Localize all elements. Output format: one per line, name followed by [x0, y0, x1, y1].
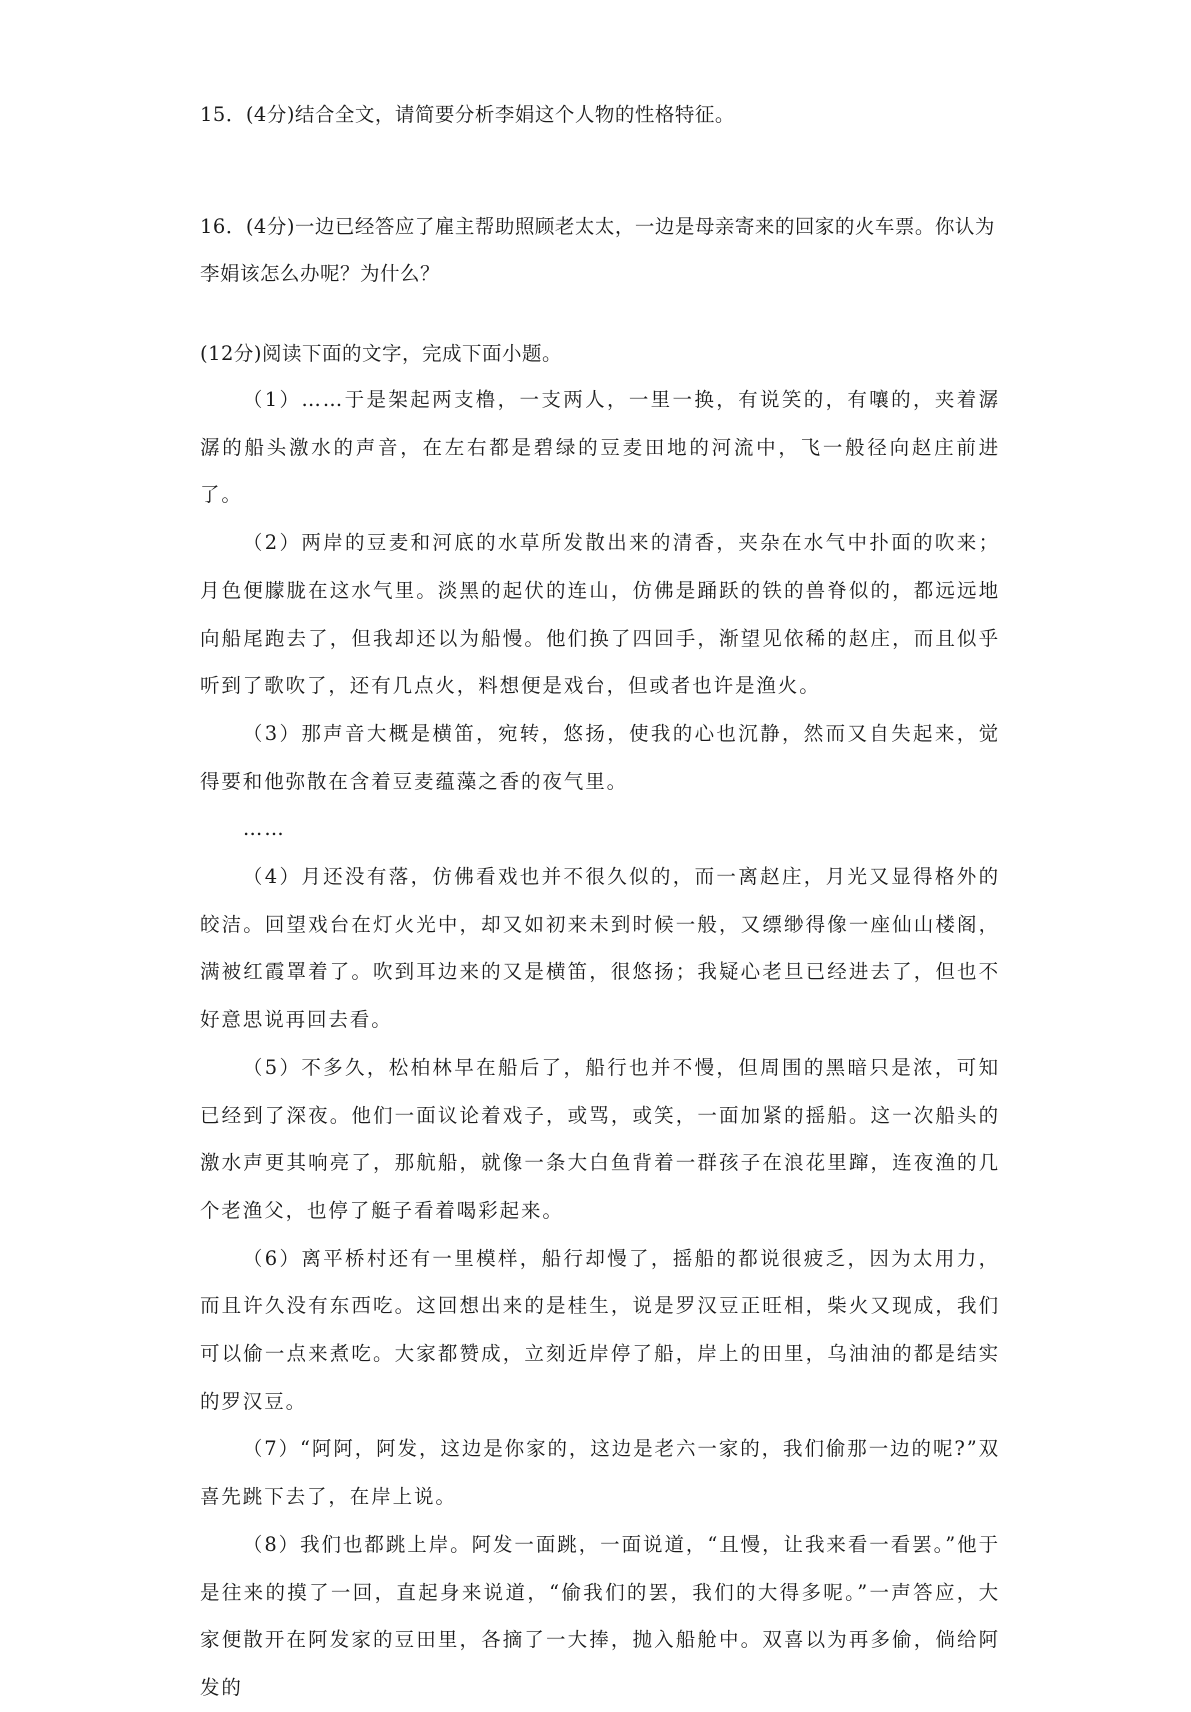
reading-section-intro: (12分)阅读下面的文字，完成下面小题。: [200, 342, 563, 365]
passage-ellipsis: ……: [242, 817, 286, 841]
passage-paragraph-5: （5）不多久，松柏林早在船后了，船行也并不慢，但周围的黑暗只是浓，可知已经到了深夜。他们一面议论着戏子，或骂，或笑，一面加紧的摇船。这一次船头的激水声更其响亮了，那航船，就像一条大白鱼背着一群孩子在浪花里蹿，连夜渔的几个老渔父，也停了艇子看着喝彩起来。: [200, 1055, 1000, 1222]
passage-paragraph-1: （1）……于是架起两支橹，一支两人，一里一换，有说笑的，有嚷的，夹着潺潺的船头激水的声音，在左右都是碧绿的豆麦田地的河流中，飞一般径向赵庄前进了。: [200, 388, 1000, 507]
reading-passage: [200, 376, 1000, 1712]
passage-paragraph-7: （7）“阿阿，阿发，这边是你家的，这边是老六一家的，我们偷那一边的呢?”双喜先跳下去了，在岸上说。: [200, 1437, 1000, 1509]
question-16: 16．(4分)一边已经答应了雇主帮助照顾老太太，一边是母亲寄来的回家的火车票。你认为李娟该怎么办呢？为什么？: [200, 215, 995, 285]
passage-paragraph-4: （4）月还没有落，仿佛看戏也并不很久似的，而一离赵庄，月光又显得格外的皎洁。回望戏台在灯火光中，却又如初来未到时候一般，又缥缈得像一座仙山楼阁，满被红霞罩着了。吹到耳边来的又是横笛，很悠扬；我疑心老旦已经进去了，但也不好意思说再回去看。: [200, 865, 1000, 1032]
question-15: 15．(4分)结合全文，请简要分析李娟这个人物的性格特征。: [200, 103, 735, 126]
passage-paragraph-6: （6）离平桥村还有一里模样，船行却慢了，摇船的都说很疲乏，因为太用力，而且许久没有东西吃。这回想出来的是桂生，说是罗汉豆正旺相，柴火又现成，我们可以偷一点来煮吃。大家都赞成，立刻近岸停了船，岸上的田里，乌油油的都是结实的罗汉豆。: [200, 1246, 1000, 1413]
passage-paragraph-3: （3）那声音大概是横笛，宛转，悠扬，使我的心也沉静，然而又自失起来，觉得要和他弥散在含着豆麦蕴藻之香的夜气里。: [200, 721, 1000, 793]
passage-paragraph-8: （8）我们也都跳上岸。阿发一面跳，一面说道，“且慢，让我来看一看罢。”他于是往来的摸了一回，直起身来说道，“偷我们的罢，我们的大得多呢。”一声答应，大家便散开在阿发家的豆田里，各摘了一大捧，抛入船舱中。双喜以为再多偷，倘给阿发的: [200, 1532, 1000, 1699]
passage-paragraph-2: （2）两岸的豆麦和河底的水草所发散出来的清香，夹杂在水气中扑面的吹来；月色便朦胧在这水气里。淡黑的起伏的连山，仿佛是踊跃的铁的兽脊似的，都远远地向船尾跑去了，但我却还以为船慢。他们换了四回手，渐望见依稀的赵庄，而且似乎听到了歌吹了，还有几点火，料想便是戏台，但或者也许是渔火。: [200, 531, 1000, 698]
